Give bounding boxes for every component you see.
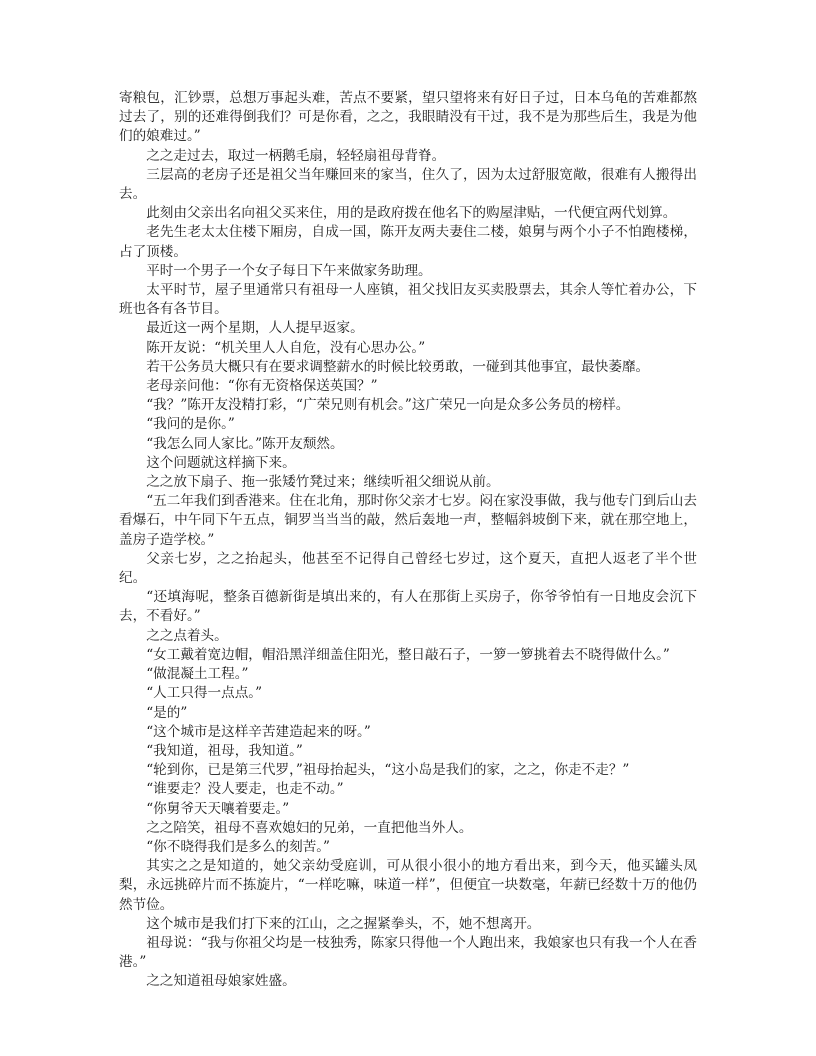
paragraph: 其实之之是知道的，她父亲幼受庭训，可从很小很小的地方看出来，到今天，他买罐头凤梨，永远挑碎片而不拣旋片，“一样吃嘛，味道一样”，但便宜一块数毫，年薪已经数十万的他仍然节俭。 [119, 858, 697, 913]
paragraph: 老先生老太太住楼下厢房，自成一国，陈开友两夫妻住二楼，娘舅与两个小子不怕跑楼梯，占了顶楼。 [119, 224, 697, 260]
paragraph: 太平时节，屋子里通常只有祖母一人座镇，祖父找旧友买卖股票去，其余人等忙着办公，下班也各有各节目。 [119, 282, 697, 318]
paragraph: “轮到你，已是第三代罗，”祖母抬起头，“这小岛是我们的家，之之，你走不走？” [146, 762, 630, 779]
paragraph: 之之放下扇子、拖一张矮竹凳过来；继续听祖父细说从前。 [146, 474, 500, 491]
paragraph: “你舅爷天天嚷着要走。” [146, 800, 290, 817]
paragraph: 最近这一两个星期，人人提早返家。 [146, 320, 364, 337]
paragraph: “我问的是你。” [146, 416, 235, 433]
paragraph: “我知道，祖母，我知道。” [146, 742, 303, 759]
paragraph: “是的” [146, 704, 188, 721]
paragraph: “你不晓得我们是多么的刻苦。” [146, 838, 331, 855]
paragraph-continued: 寄粮包，汇钞票，总想万事起头难，苦点不要紧，望只望将来有好日子过，日本乌龟的苦难都熬过去了，别的还难得倒我们？可是你看，之之，我眼睛没有干过，我不是为那些后生，我是为他们的娘难过。” [119, 90, 697, 145]
paragraph: “谁要走？没人要走，也走不动。” [146, 781, 344, 798]
paragraph: “做混凝土工程。” [146, 666, 249, 683]
paragraph: 这个城市是我们打下来的江山，之之握紧拳头，不，她不想离开。 [146, 915, 541, 932]
document-body [119, 89, 697, 992]
paragraph: 平时一个男子一个女子每日下午来做家务助理。 [146, 262, 432, 279]
paragraph: “我怎么同人家比。”陈开友颓然。 [146, 435, 344, 452]
paragraph: “我？”陈开友没精打彩，“广荣兄则有机会。”这广荣兄一向是众多公务员的榜样。 [146, 397, 630, 414]
paragraph: 此刻由父亲出名向祖父买来住，用的是政府拨在他名下的购屋津贴，一代便宜两代划算。 [146, 205, 677, 222]
paragraph: 若干公务员大概只有在要求调整薪水的时候比较勇敢，一碰到其他事宜，最快萎靡。 [146, 358, 650, 375]
paragraph: 陈开友说：“机关里人人自危，没有心思办公。” [146, 339, 426, 356]
paragraph: 之之知道祖母娘家姓盛。 [146, 973, 296, 990]
paragraph: “五二年我们到香港来。住在北角，那时你父亲才七岁。闷在家没事做，我与他专门到后山去看爆石，中午同下午五点，铜罗当当当的敲，然后轰地一声，整幅斜坡倒下来，就在那空地上，盖房子造学校。” [119, 493, 697, 548]
paragraph: 老母亲问他：“你有无资格保送英国？” [146, 378, 378, 395]
paragraph: 父亲七岁，之之抬起头，他甚至不记得自己曾经七岁过，这个夏天，直把人返老了半个世纪。 [119, 550, 697, 587]
paragraph: 这个问题就这样摘下来。 [146, 454, 296, 471]
paragraph: “还填海呢，整条百德新街是填出来的，有人在那街上买房子，你爷爷怕有一日地皮会沉下去，不看好。” [119, 589, 697, 625]
paragraph: “人工只得一点点。” [146, 685, 263, 702]
paragraph: 之之点着头。 [146, 627, 228, 644]
paragraph: 之之陪笑，祖母不喜欢媳妇的兄弟，一直把他当外人。 [146, 819, 473, 836]
paragraph: 之之走过去，取过一柄鹅毛扇，轻轻扇祖母背脊。 [146, 147, 446, 164]
paragraph: 祖母说：“我与你祖父均是一枝独秀，陈家只得他一个人跑出来，我娘家也只有我一个人在香港。” [119, 934, 697, 971]
paragraph: “女工戴着宽边帽，帽沿黑洋细盖住阳光，整日敲石子，一箩一箩挑着去不晓得做什么。” [146, 646, 670, 663]
paragraph: “这个城市是这样辛苦建造起来的呀。” [146, 723, 371, 740]
paragraph: 三层高的老房子还是祖父当年赚回来的家当，住久了，因为太过舒服宽敞，很难有人搬得出去。 [119, 166, 697, 203]
